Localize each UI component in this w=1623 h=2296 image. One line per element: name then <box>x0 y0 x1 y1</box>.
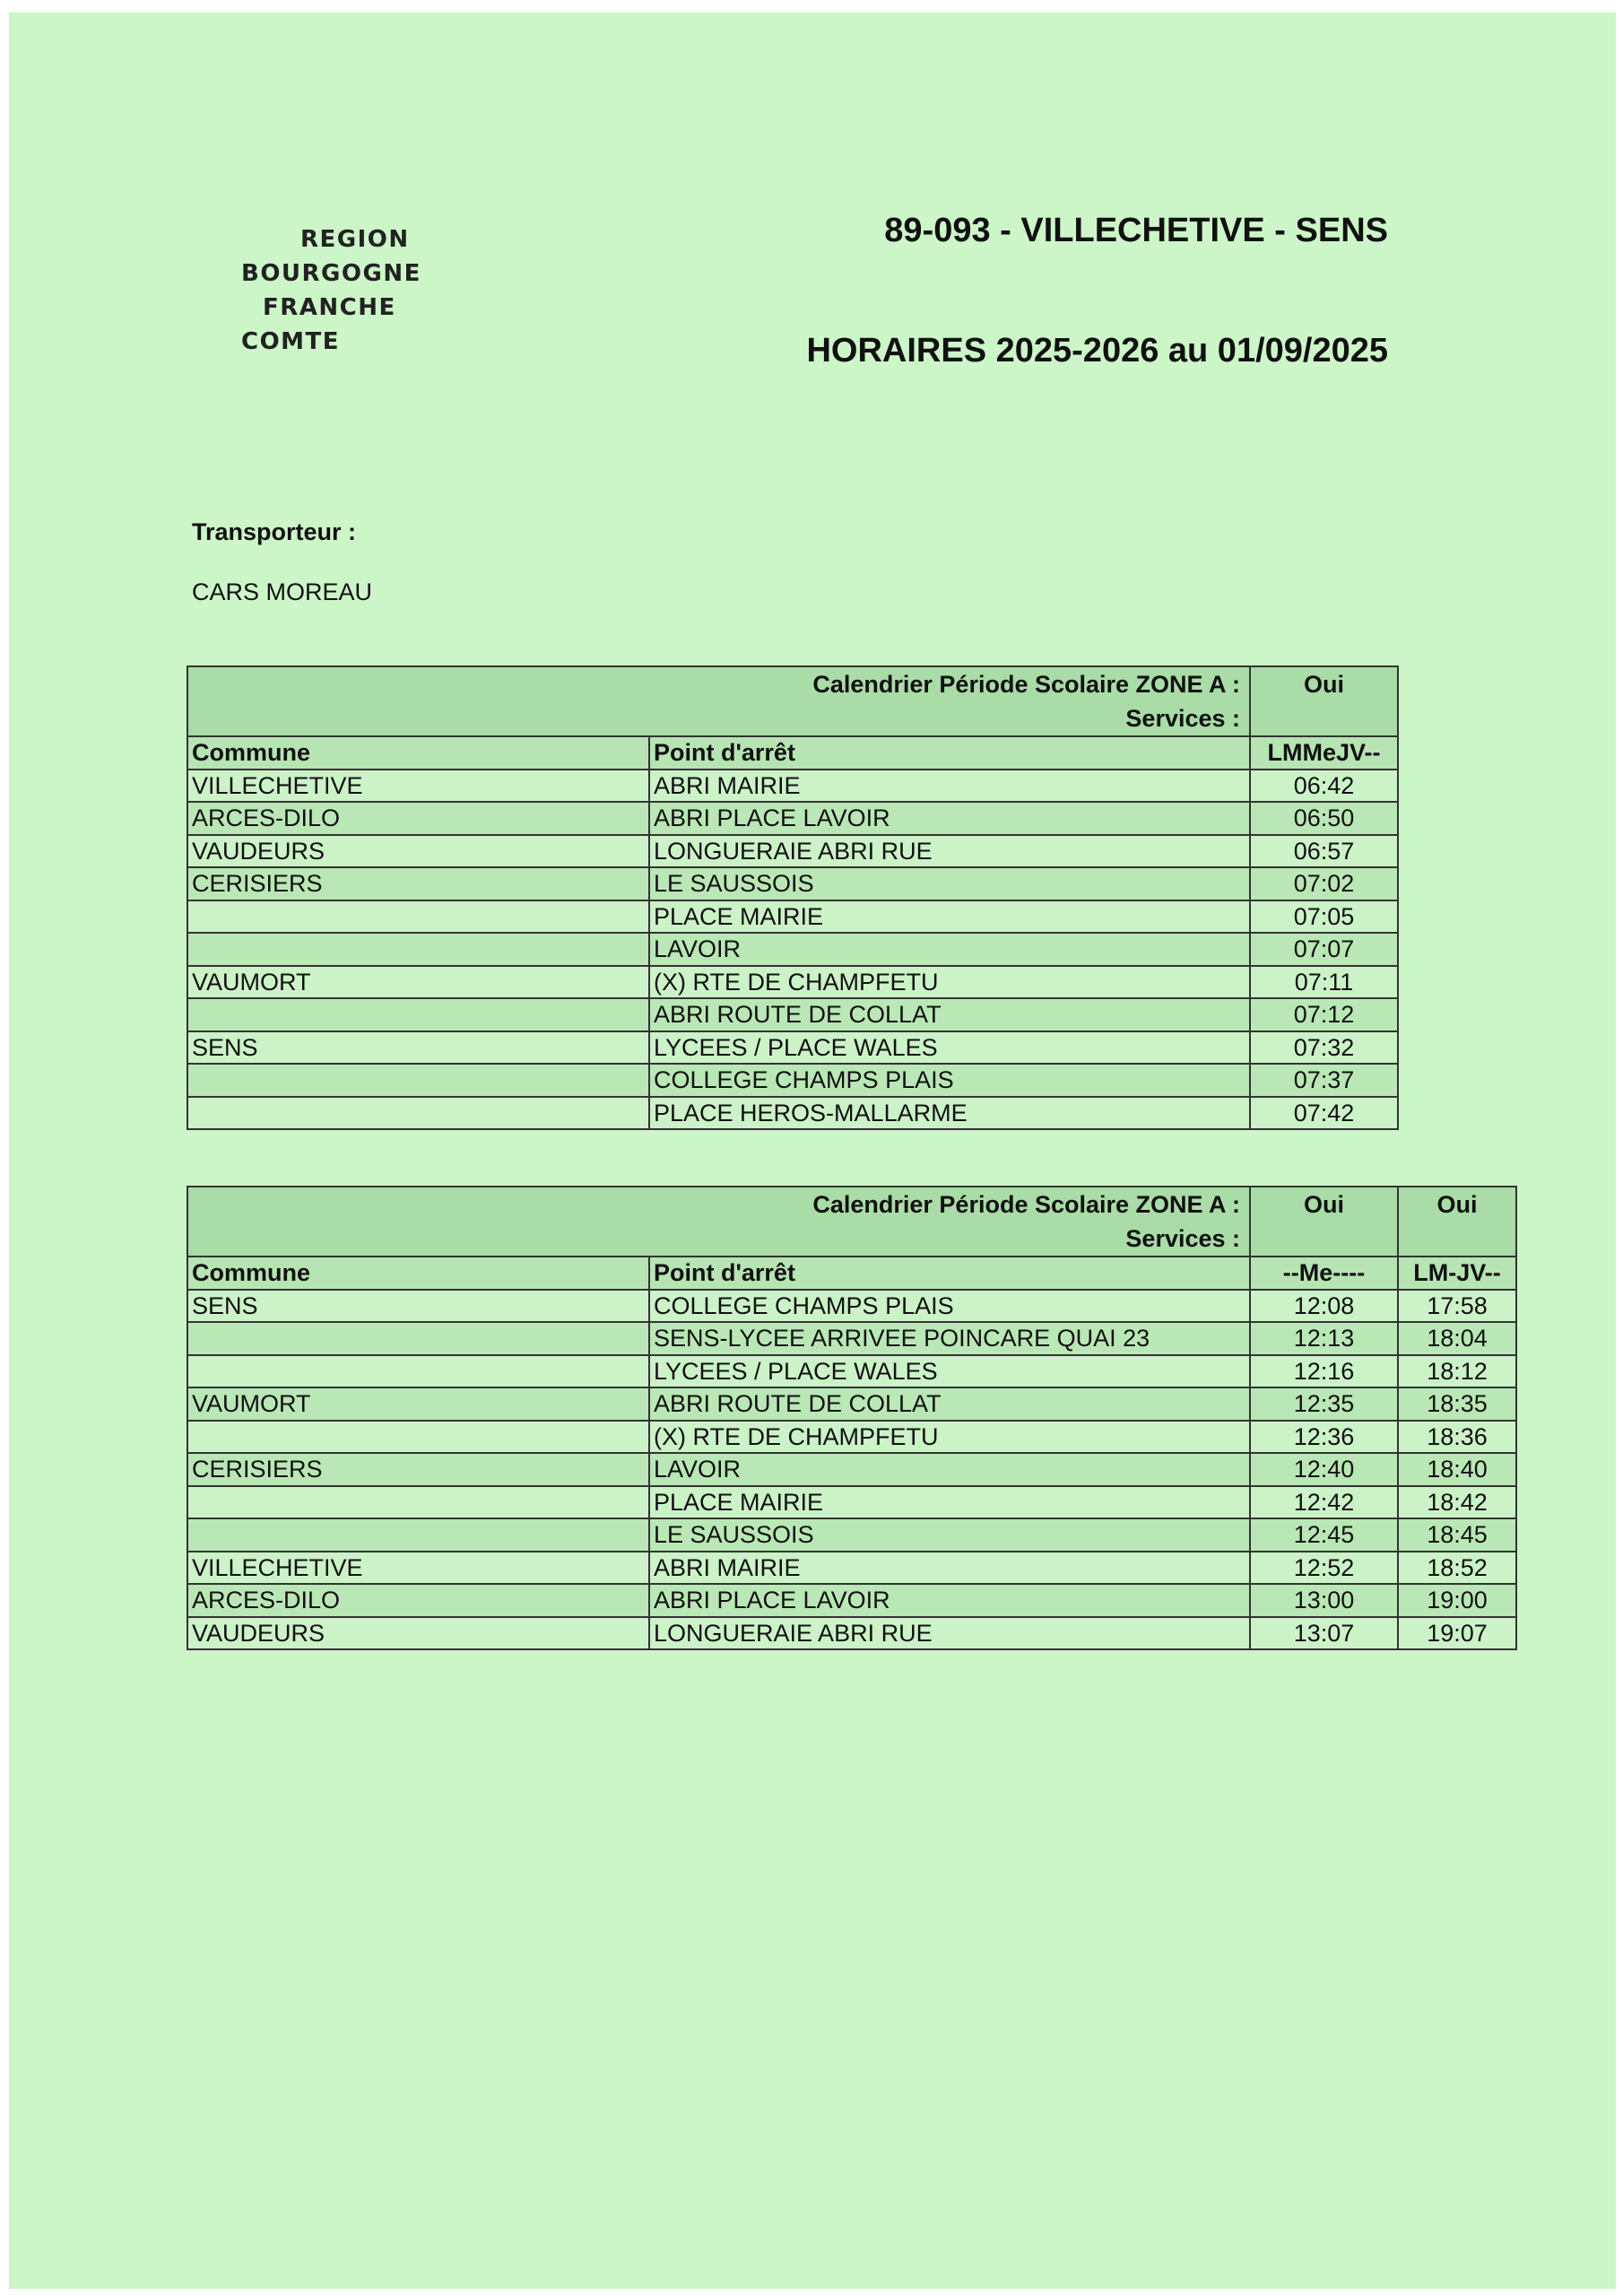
time-cell: 07:32 <box>1250 1031 1398 1065</box>
table-row <box>187 1518 1516 1552</box>
stop-cell: LYCEES / PLACE WALES <box>649 1355 1250 1388</box>
commune-cell: VAUDEURS <box>187 1617 649 1650</box>
time-cell: 06:42 <box>1250 770 1398 803</box>
timetable-return <box>187 1186 1517 1650</box>
time-cell: 12:52 <box>1250 1552 1398 1585</box>
logo-line: FRANCHE <box>263 294 396 321</box>
stop-cell: ABRI ROUTE DE COLLAT <box>649 1387 1250 1421</box>
stop-cell: PLACE MAIRIE <box>649 1486 1250 1519</box>
time-cell: 06:50 <box>1250 802 1398 835</box>
table-row <box>187 1355 1516 1388</box>
stop-cell: COLLEGE CHAMPS PLAIS <box>649 1290 1250 1323</box>
time-cell: 18:40 <box>1398 1453 1516 1486</box>
table-row <box>187 1552 1516 1585</box>
timetable-outbound <box>187 665 1399 1130</box>
stop-cell: LYCEES / PLACE WALES <box>649 1031 1250 1065</box>
table-row <box>187 770 1398 803</box>
time-cell: 19:07 <box>1398 1617 1516 1650</box>
table-row <box>187 1322 1516 1355</box>
stop-cell: LAVOIR <box>649 933 1250 966</box>
column-header-stop: Point d'arrêt <box>649 736 1250 770</box>
time-cell: 13:00 <box>1250 1584 1398 1617</box>
carrier-name: CARS MOREAU <box>192 578 373 605</box>
commune-cell <box>187 933 649 966</box>
stop-cell: ABRI PLACE LAVOIR <box>649 1584 1250 1617</box>
time-cell: 07:02 <box>1250 867 1398 900</box>
time-cell: 18:35 <box>1398 1387 1516 1421</box>
commune-cell: VAUMORT <box>187 966 649 999</box>
calendar-value: Oui <box>1250 666 1398 736</box>
time-cell: 12:42 <box>1250 1486 1398 1519</box>
time-cell: 07:11 <box>1250 966 1398 999</box>
time-cell: 13:07 <box>1250 1617 1398 1650</box>
services-label: Services : <box>1125 705 1241 732</box>
logo-line: REGION <box>300 226 410 253</box>
calendar-label: Calendrier Période Scolaire ZONE A : <box>812 671 1241 698</box>
table-row <box>187 998 1398 1031</box>
commune-cell <box>187 1518 649 1552</box>
column-header-commune: Commune <box>187 736 649 770</box>
stop-cell: (X) RTE DE CHAMPFETU <box>649 966 1250 999</box>
table-row <box>187 1486 1516 1519</box>
time-cell: 18:45 <box>1398 1518 1516 1552</box>
calendar-header-row <box>187 1187 1516 1257</box>
stop-cell: COLLEGE CHAMPS PLAIS <box>649 1064 1250 1097</box>
commune-cell <box>187 1355 649 1388</box>
logo-line: BOURGOGNE <box>241 260 421 287</box>
service-code: LM-JV-- <box>1398 1257 1516 1290</box>
table-row <box>187 1064 1398 1097</box>
time-cell: 07:42 <box>1250 1097 1398 1130</box>
commune-cell <box>187 1421 649 1454</box>
stop-cell: PLACE HEROS-MALLARME <box>649 1097 1250 1130</box>
commune-cell: ARCES-DILO <box>187 1584 649 1617</box>
table-row <box>187 1387 1516 1421</box>
time-cell: 18:12 <box>1398 1355 1516 1388</box>
commune-cell: VILLECHETIVE <box>187 1552 649 1585</box>
services-label: Services : <box>1125 1225 1241 1252</box>
commune-cell <box>187 1097 649 1130</box>
stop-cell: LE SAUSSOIS <box>649 1518 1250 1552</box>
time-cell: 06:57 <box>1250 835 1398 868</box>
table-row <box>187 867 1398 900</box>
stop-cell: LE SAUSSOIS <box>649 867 1250 900</box>
time-cell: 07:05 <box>1250 900 1398 934</box>
region-logo <box>229 222 421 359</box>
time-cell: 18:52 <box>1398 1552 1516 1585</box>
table-row <box>187 1584 1516 1617</box>
time-cell: 12:36 <box>1250 1421 1398 1454</box>
logo-line: COMTE <box>241 328 341 355</box>
stop-cell: (X) RTE DE CHAMPFETU <box>649 1421 1250 1454</box>
time-cell: 19:00 <box>1398 1584 1516 1617</box>
time-cell: 18:04 <box>1398 1322 1516 1355</box>
table-row <box>187 1097 1398 1130</box>
table-row <box>187 1031 1398 1065</box>
stop-cell: PLACE MAIRIE <box>649 900 1250 934</box>
line-title: 89-093 - VILLECHETIVE - SENS <box>884 212 1388 249</box>
commune-cell <box>187 998 649 1031</box>
table-row <box>187 1453 1516 1486</box>
table-row <box>187 1421 1516 1454</box>
calendar-header <box>187 1187 1250 1257</box>
calendar-value: Oui <box>1398 1187 1516 1257</box>
table-row <box>187 802 1398 835</box>
time-cell: 12:13 <box>1250 1322 1398 1355</box>
time-cell: 17:58 <box>1398 1290 1516 1323</box>
table-row <box>187 835 1398 868</box>
service-code: LMMeJV-- <box>1250 736 1398 770</box>
column-header-stop: Point d'arrêt <box>649 1257 1250 1290</box>
time-cell: 18:42 <box>1398 1486 1516 1519</box>
stop-cell: LAVOIR <box>649 1453 1250 1486</box>
carrier-label: Transporteur : <box>192 518 357 545</box>
service-code: --Me---- <box>1250 1257 1398 1290</box>
time-cell: 12:08 <box>1250 1290 1398 1323</box>
time-cell: 12:45 <box>1250 1518 1398 1552</box>
time-cell: 18:36 <box>1398 1421 1516 1454</box>
stop-cell: LONGUERAIE ABRI RUE <box>649 1617 1250 1650</box>
column-header-row <box>187 1257 1516 1290</box>
time-cell: 12:40 <box>1250 1453 1398 1486</box>
table-row <box>187 1290 1516 1323</box>
stop-cell: ABRI MAIRIE <box>649 1552 1250 1585</box>
commune-cell: CERISIERS <box>187 867 649 900</box>
time-cell: 12:35 <box>1250 1387 1398 1421</box>
stop-cell: SENS-LYCEE ARRIVEE POINCARE QUAI 23 <box>649 1322 1250 1355</box>
commune-cell <box>187 1322 649 1355</box>
commune-cell: VAUMORT <box>187 1387 649 1421</box>
commune-cell <box>187 900 649 934</box>
time-cell: 12:16 <box>1250 1355 1398 1388</box>
commune-cell: SENS <box>187 1031 649 1065</box>
commune-cell: ARCES-DILO <box>187 802 649 835</box>
commune-cell: VAUDEURS <box>187 835 649 868</box>
time-cell: 07:37 <box>1250 1064 1398 1097</box>
calendar-header-row <box>187 666 1398 736</box>
time-cell: 07:07 <box>1250 933 1398 966</box>
column-header-row <box>187 736 1398 770</box>
commune-cell: CERISIERS <box>187 1453 649 1486</box>
column-header-commune: Commune <box>187 1257 649 1290</box>
calendar-header <box>187 666 1250 736</box>
schedule-title: HORAIRES 2025-2026 au 01/09/2025 <box>806 332 1388 370</box>
stop-cell: ABRI ROUTE DE COLLAT <box>649 998 1250 1031</box>
commune-cell: SENS <box>187 1290 649 1323</box>
commune-cell <box>187 1064 649 1097</box>
stop-cell: ABRI PLACE LAVOIR <box>649 802 1250 835</box>
stop-cell: ABRI MAIRIE <box>649 770 1250 803</box>
table-row <box>187 1617 1516 1650</box>
calendar-label: Calendrier Période Scolaire ZONE A : <box>812 1191 1241 1218</box>
stop-cell: LONGUERAIE ABRI RUE <box>649 835 1250 868</box>
commune-cell: VILLECHETIVE <box>187 770 649 803</box>
calendar-value: Oui <box>1250 1187 1398 1257</box>
time-cell: 07:12 <box>1250 998 1398 1031</box>
table-row <box>187 900 1398 934</box>
table-row <box>187 933 1398 966</box>
table-row <box>187 966 1398 999</box>
commune-cell <box>187 1486 649 1519</box>
